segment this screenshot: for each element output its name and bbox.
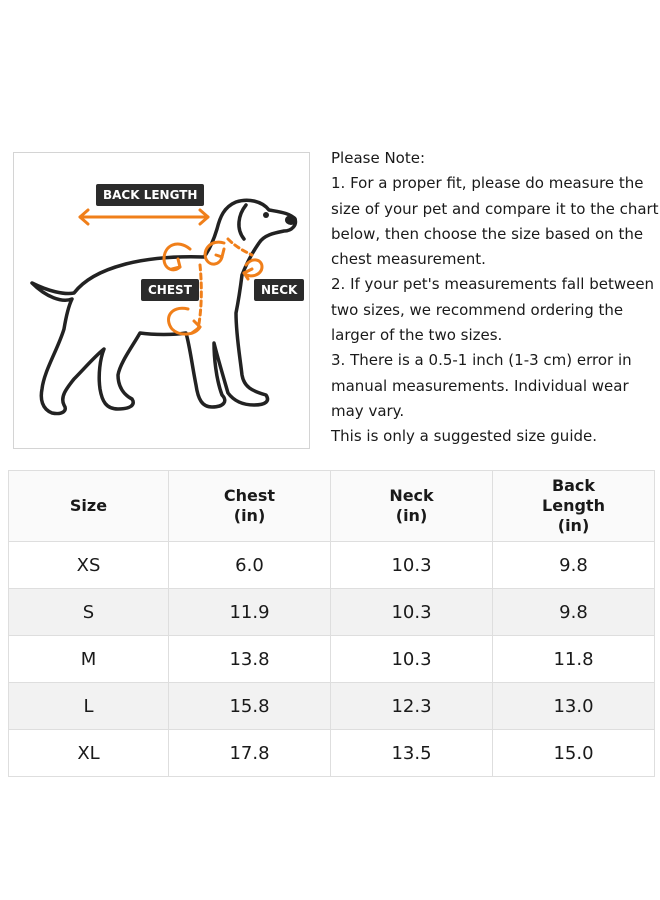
header-neck: Neck (in) (331, 471, 493, 542)
note-line: chest measurement. (331, 250, 486, 269)
dog-outline (32, 200, 295, 413)
header-size: Size (9, 471, 169, 542)
size-cell: L (9, 683, 169, 730)
note-line: This is only a suggested size guide. (331, 427, 598, 446)
back-length-cell: 15.0 (493, 730, 655, 777)
neck-cell: 13.5 (331, 730, 493, 777)
table-row (9, 683, 655, 730)
size-cell: M (9, 636, 169, 683)
table-header-row (9, 471, 655, 542)
header-back-length: Back Length (in) (493, 471, 655, 542)
note-line: two sizes, we recommend ordering the (331, 300, 624, 319)
note-line: 3. There is a 0.5-1 inch (1-3 cm) error in (331, 351, 632, 370)
neck-cell: 10.3 (331, 636, 493, 683)
neck-cell: 12.3 (331, 683, 493, 730)
note-line: 2. If your pet's measurements fall between (331, 275, 655, 294)
header-chest: Chest (in) (169, 471, 331, 542)
chest-cell: 13.8 (169, 636, 331, 683)
table-row (9, 636, 655, 683)
neck-cell: 10.3 (331, 542, 493, 589)
chest-cell: 11.9 (169, 589, 331, 636)
note-line: manual measurements. Individual wear (331, 376, 629, 395)
size-cell: S (9, 589, 169, 636)
back-length-cell: 11.8 (493, 636, 655, 683)
note-line: size of your pet and compare it to the chart (331, 199, 659, 218)
back-length-cell: 9.8 (493, 589, 655, 636)
size-cell: XS (9, 542, 169, 589)
back-length-label: BACK LENGTH (96, 184, 204, 206)
back-length-cell: 9.8 (493, 542, 655, 589)
neck-label: NECK (254, 279, 304, 301)
back-length-arrow (80, 210, 208, 224)
table-row (9, 589, 655, 636)
table-row (9, 730, 655, 777)
dog-measurement-diagram (13, 152, 310, 449)
neck-cell: 10.3 (331, 589, 493, 636)
size-cell: XL (9, 730, 169, 777)
chest-label: CHEST (141, 279, 199, 301)
note-line: larger of the two sizes. (331, 326, 503, 345)
table-row (9, 542, 655, 589)
note-line: may vary. (331, 401, 405, 420)
chest-cell: 15.8 (169, 683, 331, 730)
chest-cell: 6.0 (169, 542, 331, 589)
note-heading: Please Note: (331, 149, 426, 167)
size-chart-table (8, 470, 655, 777)
chest-cell: 17.8 (169, 730, 331, 777)
back-length-cell: 13.0 (493, 683, 655, 730)
size-note (331, 146, 659, 450)
note-line: 1. For a proper fit, please do measure the (331, 174, 644, 193)
note-line: below, then choose the size based on the (331, 224, 644, 243)
